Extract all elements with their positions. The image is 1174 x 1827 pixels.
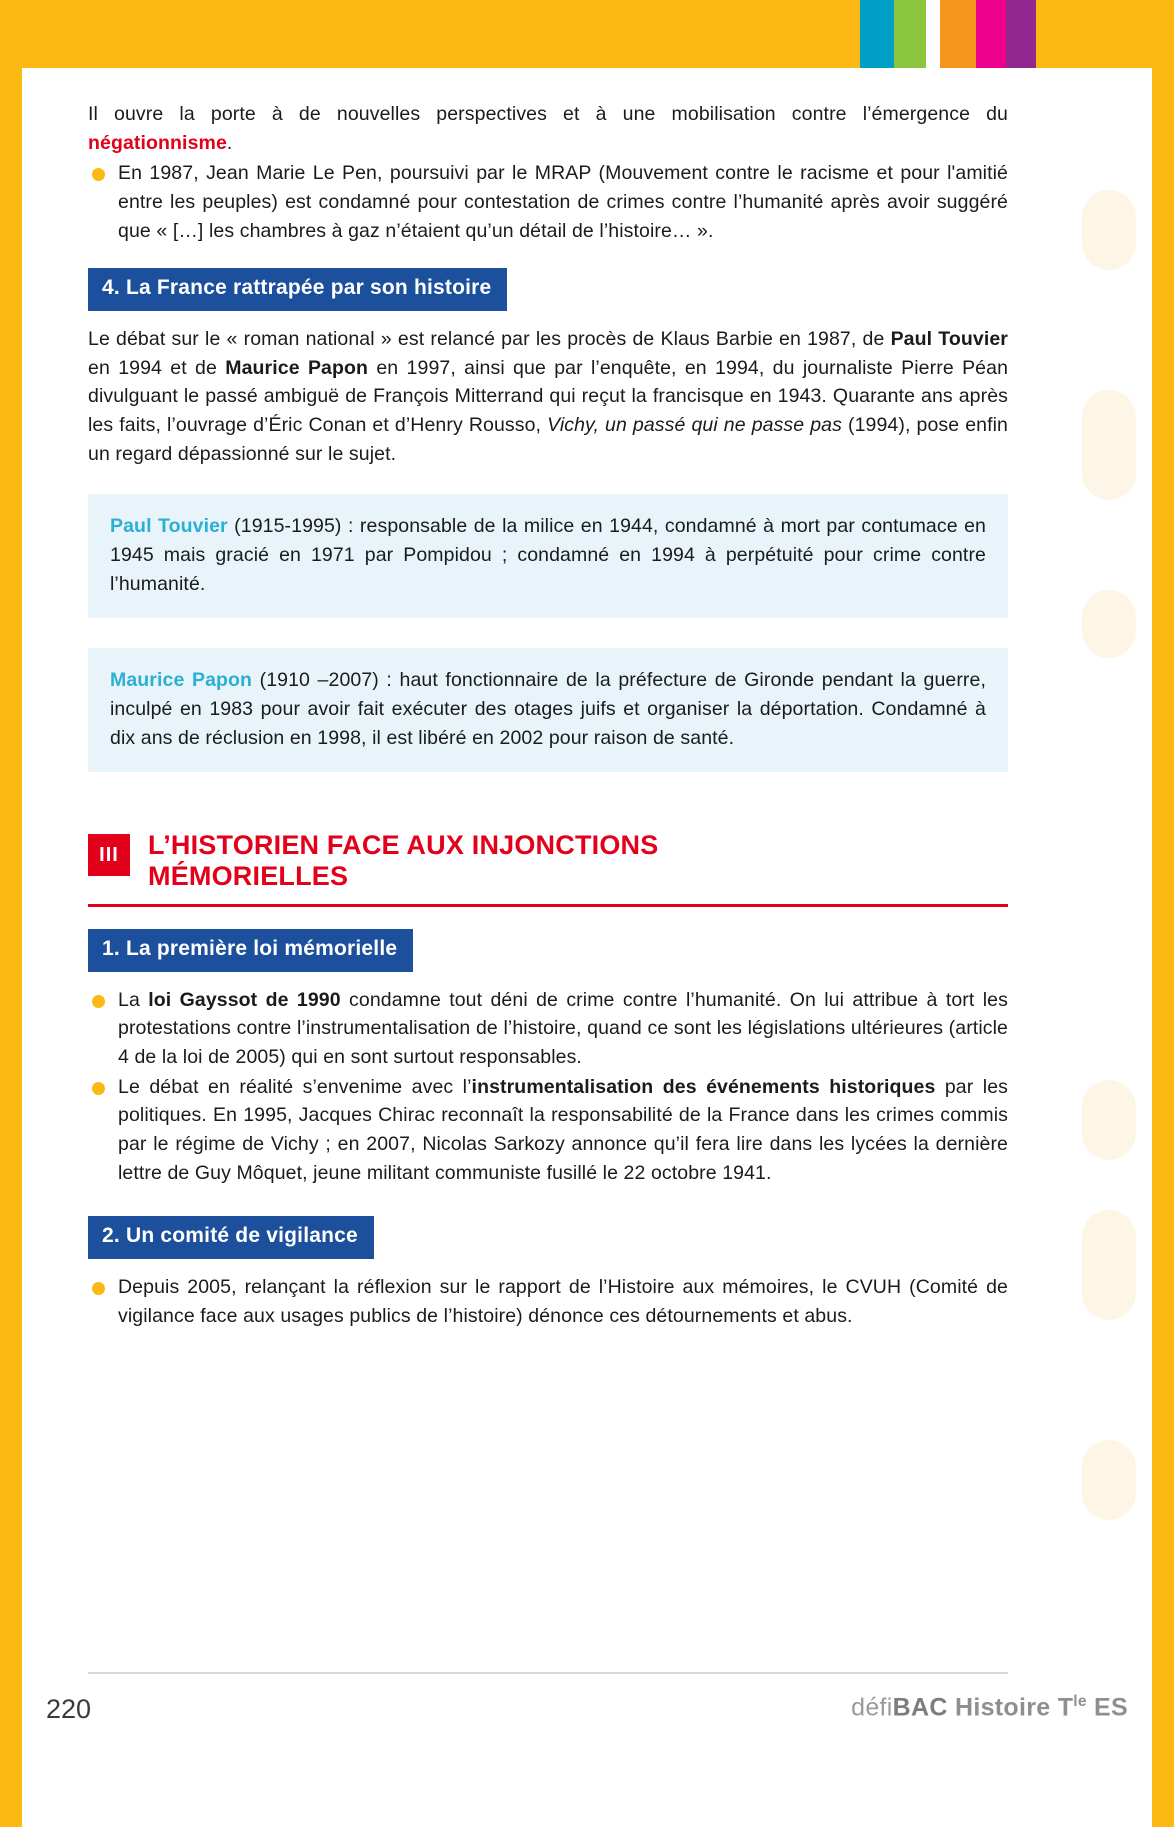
- roman-numeral-badge: III: [88, 834, 130, 876]
- footer-subject: Histoire T: [954, 1693, 1074, 1722]
- bullet-cvuh: [88, 1273, 1008, 1330]
- swatch-orange: [940, 0, 976, 68]
- section-3-title-line1: L’HISTORIEN FACE AUX INJONCTIONS: [148, 830, 659, 861]
- bullet-gayssot-text-1: La: [118, 988, 149, 1011]
- name-maurice-papon: Maurice Papon: [225, 356, 369, 379]
- s4-text-2: en 1994 et de: [88, 356, 226, 379]
- brand-prefix: défi: [851, 1693, 893, 1722]
- section-3-rule: [88, 904, 1008, 907]
- bullet-dot-icon: [92, 1282, 105, 1295]
- footer-subject-suffix: ES: [1086, 1693, 1128, 1722]
- decor-blob: [1082, 1080, 1136, 1160]
- definition-text: (1915-1995) : responsable de la milice en 1944, condamné à mort par contumace en 1945 mais gracié en 1971 par Pompidou ; condamné en 1994 à perpétuité pour crime contre l’humanité.: [110, 515, 986, 595]
- book-title-vichy: Vichy, un passé qui ne passe pas: [547, 414, 842, 437]
- footer-brand: [851, 1693, 1128, 1722]
- intro-text-1: Il ouvre la porte à de nouvelles perspectives et à une mobilisation contre l’émergence du: [88, 103, 1008, 125]
- footer-divider: [88, 1672, 1008, 1674]
- definition-term: Paul Touvier: [110, 515, 228, 538]
- brand-main: BAC: [892, 1693, 948, 1722]
- page-content: [88, 100, 1008, 1332]
- decor-blob: [1082, 190, 1136, 270]
- bullet-dot-icon: [92, 168, 105, 181]
- definition-box-touvier: [88, 494, 1008, 618]
- decor-blob: [1082, 1210, 1136, 1320]
- bullet-lepen-text: En 1987, Jean Marie Le Pen, poursuivi par le MRAP (Mouvement contre le racisme et pour l'amitié entre les peuples) est condamné pour contestation de crimes contre l’humanité après avoir suggéré que « […] les chambres à gaz n’étaient qu’un détail de l’histoire… ».: [118, 162, 1008, 242]
- bullet-instrumentalisation: [88, 1073, 1008, 1188]
- s4-text-1: Le débat sur le « roman national » est relancé par les procès de Klaus Barbie en 1987, de: [88, 328, 891, 351]
- swatch-green: [894, 0, 926, 68]
- bullet-loi-gayssot: [88, 986, 1008, 1072]
- section-3-header: [88, 830, 1008, 892]
- keyword-negationnisme: négationnisme: [88, 131, 227, 154]
- decor-blob: [1082, 590, 1136, 658]
- section-3-title-line2: MÉMORIELLES: [148, 861, 349, 892]
- bullet-gayssot-text-2: condamne tout déni de crime contre l’humanité. On lui attribue à tort les protestations contre l’instrumentalisation de l’histoire, quand ce sont les législations ultérieures (article 4 de la loi de 2005) qui en sont surtout responsables.: [118, 988, 1008, 1069]
- definition-box-papon: [88, 648, 1008, 772]
- page-number: 220: [46, 1694, 92, 1724]
- definition-text: (1910 –2007) : haut fonctionnaire de la préfecture de Gironde pendant la guerre, inculpé en 1983 pour avoir fait exécuter des otages juifs et organiser la déportation. Condamné à dix ans de réclusion en 1998, il est libéré en 2002 pour raison de santé.: [110, 669, 986, 749]
- bullet-cvuh-text: Depuis 2005, relançant la réflexion sur le rapport de l’Histoire aux mémoires, le CVUH (Comité de vigilance face aux usages publics de l’histoire) dénonce ces détournements et abus.: [118, 1276, 1008, 1327]
- swatch-white: [926, 0, 940, 68]
- decor-blob: [1082, 390, 1136, 500]
- intro-paragraph: [88, 100, 1008, 157]
- s4-text-4: (1994), pose enfin un regard dépassionné sur le sujet.: [88, 414, 1008, 465]
- swatch-magenta: [976, 0, 1006, 68]
- color-swatch-strip: [860, 0, 1036, 68]
- footer-subject-sup: le: [1073, 1693, 1087, 1710]
- swatch-purple: [1006, 0, 1036, 68]
- bullet-dot-icon: [92, 995, 105, 1008]
- section-heading-3-1: 1. La première loi mémorielle: [88, 929, 413, 972]
- page-right-border: [1152, 0, 1174, 1827]
- section-heading-4: 4. La France rattrapée par son histoire: [88, 268, 507, 311]
- term-loi-gayssot: loi Gayssot de 1990: [148, 988, 341, 1011]
- term-instrumentalisation: instrumentalisation des événements historiques: [471, 1075, 936, 1098]
- swatch-cyan: [860, 0, 894, 68]
- section4-paragraph: [88, 325, 1008, 468]
- section-heading-3-2: 2. Un comité de vigilance: [88, 1216, 374, 1259]
- s4-text-3: en 1997, ainsi que par l’enquête, en 1994, du journaliste Pierre Péan divulguant le passé ambiguë de François Mitterrand qui reçut la francisque en 1943. Quarante ans après les faits, l’ouvrage d’Éric Conan et d’Henry Rousso,: [88, 356, 1009, 437]
- name-paul-touvier: Paul Touvier: [890, 328, 1008, 351]
- definition-term: Maurice Papon: [110, 669, 253, 692]
- decor-blob: [1082, 1440, 1136, 1520]
- bullet-lepen: [88, 159, 1008, 245]
- bullet-instr-text-2: par les politiques. En 1995, Jacques Chirac reconnaît la responsabilité de la France dans les crimes commis par le régime de Vichy ; en 2007, Nicolas Sarkozy annonce qu’il fera lire dans les lycées la dernière lettre de Guy Môquet, jeune militant communiste fusillé le 22 octobre 1941.: [118, 1075, 1008, 1184]
- page-left-border: [0, 0, 22, 1827]
- intro-text-2: .: [226, 131, 233, 154]
- section-3-title: [148, 830, 658, 892]
- bullet-instr-text-1: Le débat en réalité s’envenime avec l’: [118, 1075, 472, 1098]
- bullet-dot-icon: [92, 1082, 105, 1095]
